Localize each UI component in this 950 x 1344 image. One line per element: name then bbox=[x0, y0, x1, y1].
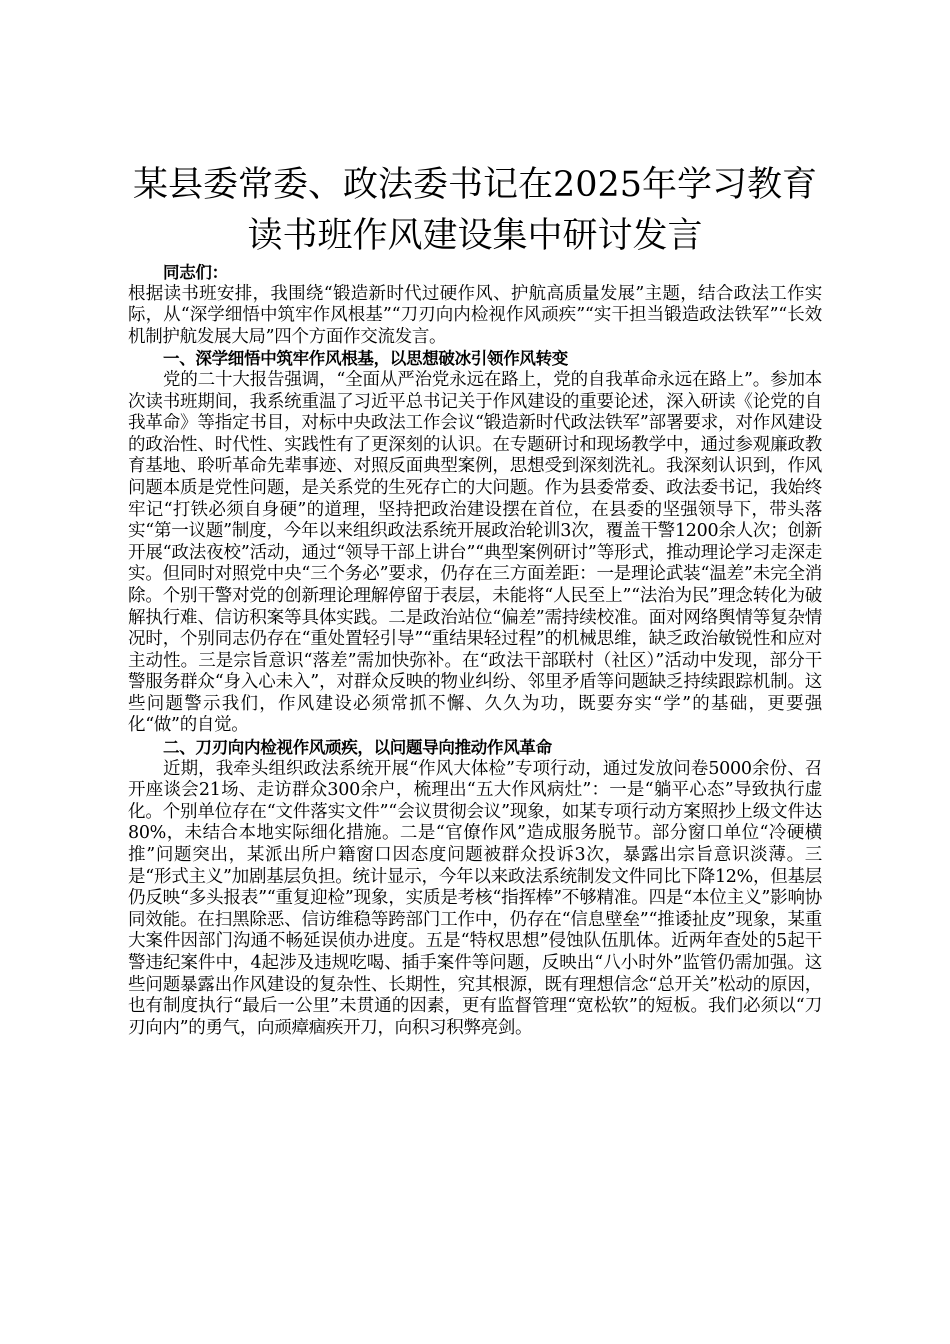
section-2-paragraph: 近期，我牵头组织政法系统开展“作风大体检”专项行动，通过发放问卷5000余份、召开座谈会21场、走访群众300余户，梳理出“五大作风病灶”：一是“躺平心态”导致执行虚化。个别单位存在“文件落实文件”“会议贯彻会议”现象，如某专项行动方案照抄上级文件达80%，未结合本地实际细化措施。二是“官僚作风”造成服务脱节。部分窗口单位“冷硬横推”问题突出，某派出所户籍窗口因态度问题被群众投诉3次，暴露出宗旨意识淡薄。三是“形式主义”加剧基层负担。统计显示，今年以来政法系统制发文件同比下降12%，但基层仍反映“多头报表”“重复迎检”现象，实质是考核“指挥棒”不够精准。四是“本位主义”影响协同效能。在扫黑除恶、信访维稳等跨部门工作中，仍存在“信息壁垒”“推诿扯皮”现象，某重大案件因部门沟通不畅延误侦办进度。五是“特权思想”侵蚀队伍肌体。近两年查处的5起干警违纪案件中，4起涉及违规吃喝、插手案件等问题，反映出“八小时外”监管仍需加强。这些问题暴露出作风建设的复杂性、长期性，究其根源，既有理想信念“总开关”松动的原因，也有制度执行“最后一公里”未贯通的因素，更有监督管理“宽松软”的短板。我们必须以“刀刃向内”的勇气，向顽瘴痼疾开刀，向积习积弊亮剑。 bbox=[128, 758, 822, 1038]
title-line-1: 某县委常委、政法委书记在2025年学习教育 bbox=[132, 165, 818, 205]
document-body bbox=[128, 262, 822, 1039]
salutation: 同志们： bbox=[163, 263, 228, 282]
document-title bbox=[100, 160, 850, 262]
title-line-2: 读书班作风建设集中研讨发言 bbox=[247, 216, 703, 256]
section-1-paragraph: 党的二十大报告强调，“全面从严治党永远在路上，党的自我革命永远在路上”。参加本次读书班期间，我系统重温了习近平总书记关于作风建设的重要论述，深入研读《论党的自我革命》等指定书目，对标中央政法工作会议“锻造新时代政法铁军”部署要求，对作风建设的政治性、时代性、实践性有了更深刻的认识。在专题研讨和现场教学中，通过参观廉政教育基地、聆听革命先辈事迹、对照反面典型案例，思想受到深刻洗礼。我深刻认识到，作风问题本质是党性问题，是关系党的生死存亡的大问题。作为县委常委、政法委书记，我始终牢记“打铁必须自身硬”的道理，坚持把政治建设摆在首位，在县委的坚强领导下，带头落实“第一议题”制度，今年以来组织政法系统开展政治轮训3次，覆盖干警1200余人次；创新开展“政法夜校”活动，通过“领导干部上讲台”“典型案例研讨”等形式，推动理论学习走深走实。但同时对照党中央“三个务必”要求，仍存在三方面差距：一是理论武装“温差”未完全消除。个别干警对党的创新理论理解停留于表层，未能将“人民至上”“法治为民”理念转化为破解执行难、信访积案等具体实践。二是政治站位“偏差”需持续校准。面对网络舆情等复杂情况时，个别同志仍存在“重处置轻引导”“重结果轻过程”的机械思维，缺乏政治敏锐性和应对主动性。三是宗旨意识“落差”需加快弥补。在“政法干部联村（社区）”活动中发现，部分干警服务群众“身入心未入”，对群众反映的物业纠纷、邻里矛盾等问题缺乏持续跟踪机制。这些问题警示我们，作风建设必须常抓不懈、久久为功，既要夯实“学”的基础，更要强化“做”的自觉。 bbox=[128, 369, 822, 736]
intro-paragraph: 根据读书班安排，我围绕“锻造新时代过硬作风、护航高质量发展”主题，结合政法工作实际，从“深学细悟中筑牢作风根基”“刀刃向内检视作风顽疾”“实干担当锻造政法铁军”“长效机制护航发展大局”四个方面作交流发言。 bbox=[128, 283, 822, 347]
section-1-heading: 一、深学细悟中筑牢作风根基，以思想破冰引领作风转变 bbox=[163, 349, 569, 369]
section-2-heading: 二、刀刃向内检视作风顽疾，以问题导向推动作风革命 bbox=[163, 738, 552, 758]
